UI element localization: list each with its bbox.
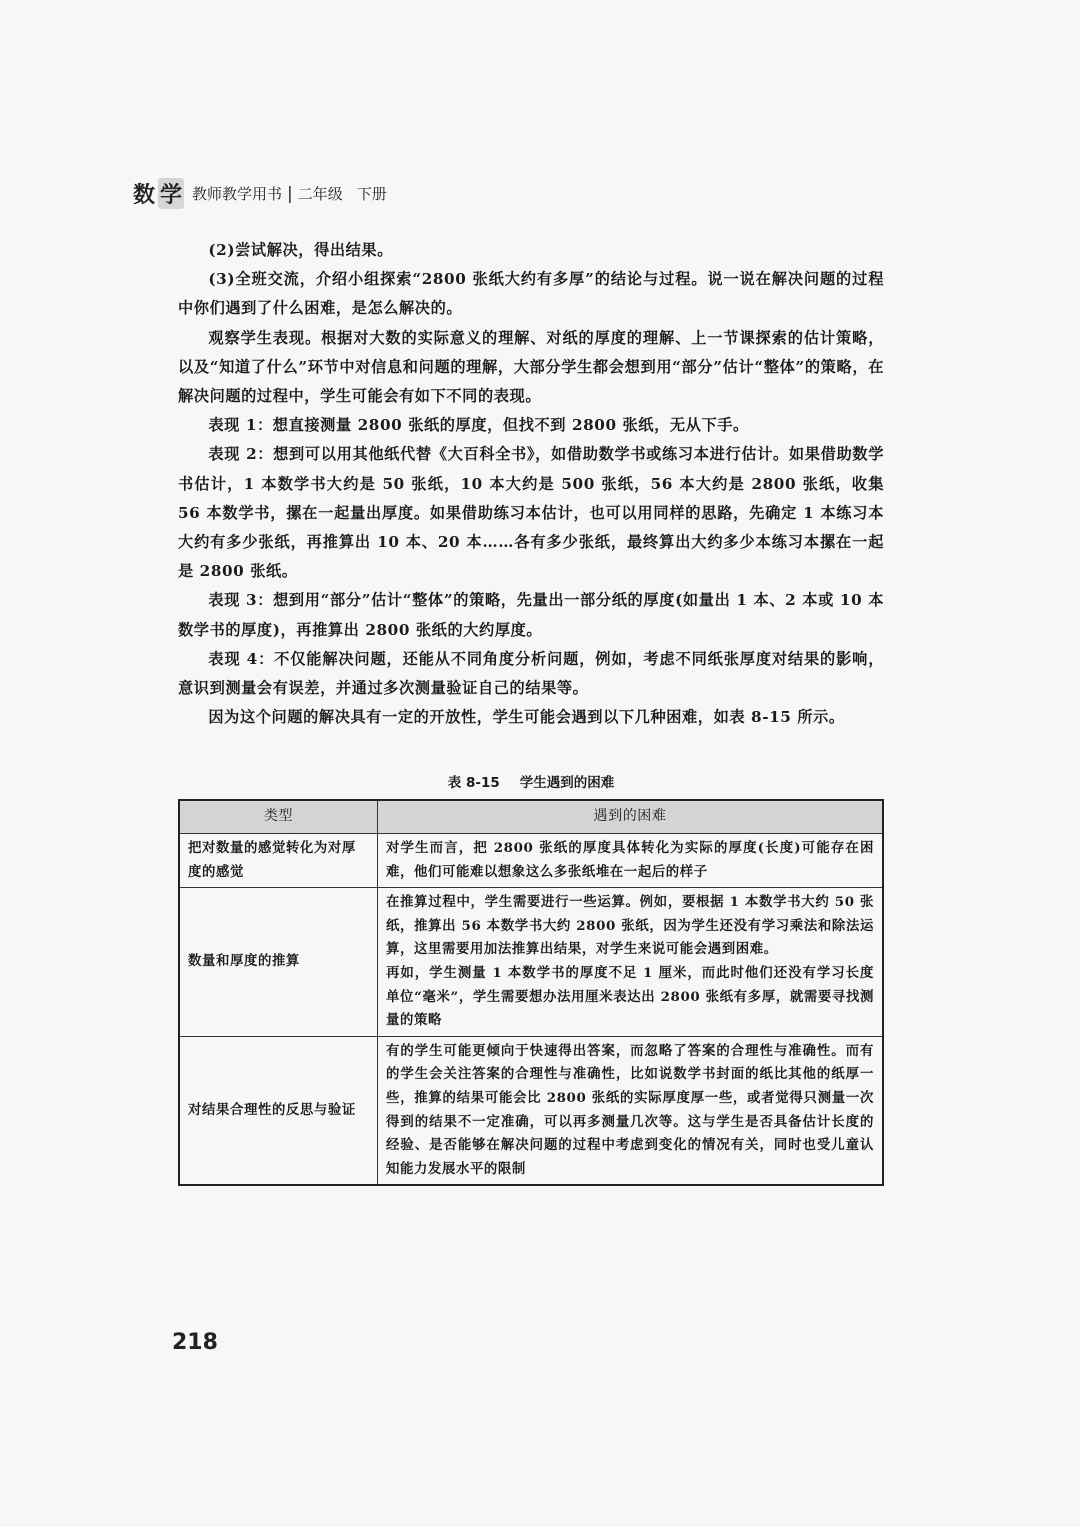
page-number: 218	[172, 1330, 218, 1355]
grade-label: 二年级	[297, 185, 343, 203]
paragraph-performance-4: 表现 4：不仅能解决问题，还能从不同角度分析问题，例如，考虑不同纸张厚度对结果的影响，意识到测量会有误差，并通过多次测量验证自己的结果等。	[178, 649, 884, 698]
body-text	[178, 236, 884, 732]
paragraph-performance-2: 表现 2：想到可以用其他纸代替《大百科全书》，如借助数学书或练习本进行估计。如果借助数学书估计，1 本数学书大约是 50 张纸，10 本大约是 500 张纸，56 本大约是 2800 张纸，收集 56 本数学书，摞在一起量出厚度。如果借助练习本估计，也可以用同样的思路，先确定 1 本练习本大约有多少张纸，再推算出 10 本、20 本……各有多少张纸，最终算出大约多少本练习本摞在一起是 2800 张纸。	[178, 445, 884, 581]
cell-difficulty	[378, 888, 884, 1037]
paragraph-performance-3: 表现 3：想到用“部分”估计“整体”的策略，先量出一部分纸的厚度(如量出 1 本、2 本或 10 本数学书的厚度)，再推算出 2800 张纸的大约厚度。	[178, 591, 884, 639]
cell-difficulty: 有的学生可能更倾向于快速得出答案，而忽略了答案的合理性与准确性。而有的学生会关注答案的合理性与准确性，比如说数学书封面的纸比其他的纸厚一些，推算的结果可能会比 2800 张纸的实际厚度厚一些，或者觉得只测量一次得到的结果不一定准确，可以再多测量几次等。这与学生是否具备估计长度的经验、是否能够在解决问题的过程中考虑到变化的情况有关，同时也受儿童认知能力发展水平的限制	[378, 1036, 884, 1185]
header-difficulty: 遇到的困难	[378, 800, 884, 834]
cell-difficulty-part-1: 在推算过程中，学生需要进行一些运算。例如，要根据 1 本数学书大约 50 张纸，推算出 56 本数学书大约 2800 张纸，因为学生还没有学习乘法和除法运算，这里需要用加法推算出结果，对学生来说可能会遇到困难。	[386, 894, 874, 958]
table-row	[179, 834, 883, 888]
cell-type: 把对数量的感觉转化为对厚度的感觉	[179, 834, 378, 888]
table-number: 表 8-15	[447, 775, 500, 791]
logo-char-xue: 学	[158, 178, 184, 209]
paragraph-table-intro: 因为这个问题的解决具有一定的开放性，学生可能会遇到以下几种困难，如表 8-15 所示。	[208, 708, 845, 727]
cell-difficulty: 对学生而言，把 2800 张纸的厚度具体转化为实际的厚度(长度)可能存在困难，他们可能难以想象这么多张纸堆在一起后的样子	[378, 834, 884, 888]
cell-type: 数量和厚度的推算	[179, 888, 378, 1037]
logo-char-shu: 数	[132, 183, 155, 208]
table-title: 学生遇到的困难	[519, 775, 615, 791]
table-row	[179, 1036, 883, 1185]
header-type: 类型	[179, 800, 378, 834]
paragraph-performance-1: 表现 1：想直接测量 2800 张纸的厚度，但找不到 2800 张纸，无从下手。	[208, 416, 749, 435]
paragraph-step-3: (3)全班交流，介绍小组探索“2800 张纸大约有多厚”的结论与过程。说一说在解决问题的过程中你们遇到了什么困难，是怎么解决的。	[178, 270, 884, 318]
book-title: 教师教学用书	[192, 185, 283, 203]
table-caption	[178, 771, 884, 791]
table-header-row	[179, 800, 883, 834]
difficulties-table	[178, 799, 884, 1186]
header-separator: |	[287, 183, 293, 204]
math-logo	[132, 178, 184, 209]
running-header	[132, 178, 387, 209]
cell-type: 对结果合理性的反思与验证	[179, 1036, 378, 1185]
table-row	[179, 888, 883, 1037]
paragraph-observe: 观察学生表现。根据对大数的实际意义的理解、对纸的厚度的理解、上一节课探索的估计策略，以及“知道了什么”环节中对信息和问题的理解，大部分学生都会想到用“部分”估计“整体”的策略，在解决问题的过程中，学生可能会有如下不同的表现。	[178, 328, 884, 406]
paragraph-step-2: (2)尝试解决，得出结果。	[208, 241, 394, 259]
cell-difficulty-part-2: 再如，学生测量 1 本数学书的厚度不足 1 厘米，而此时他们还没有学习长度单位“毫米”，学生需要想办法用厘米表达出 2800 张纸有多厚，就需要寻找测量的策略	[386, 964, 874, 1029]
term-label: 下册	[356, 185, 387, 203]
